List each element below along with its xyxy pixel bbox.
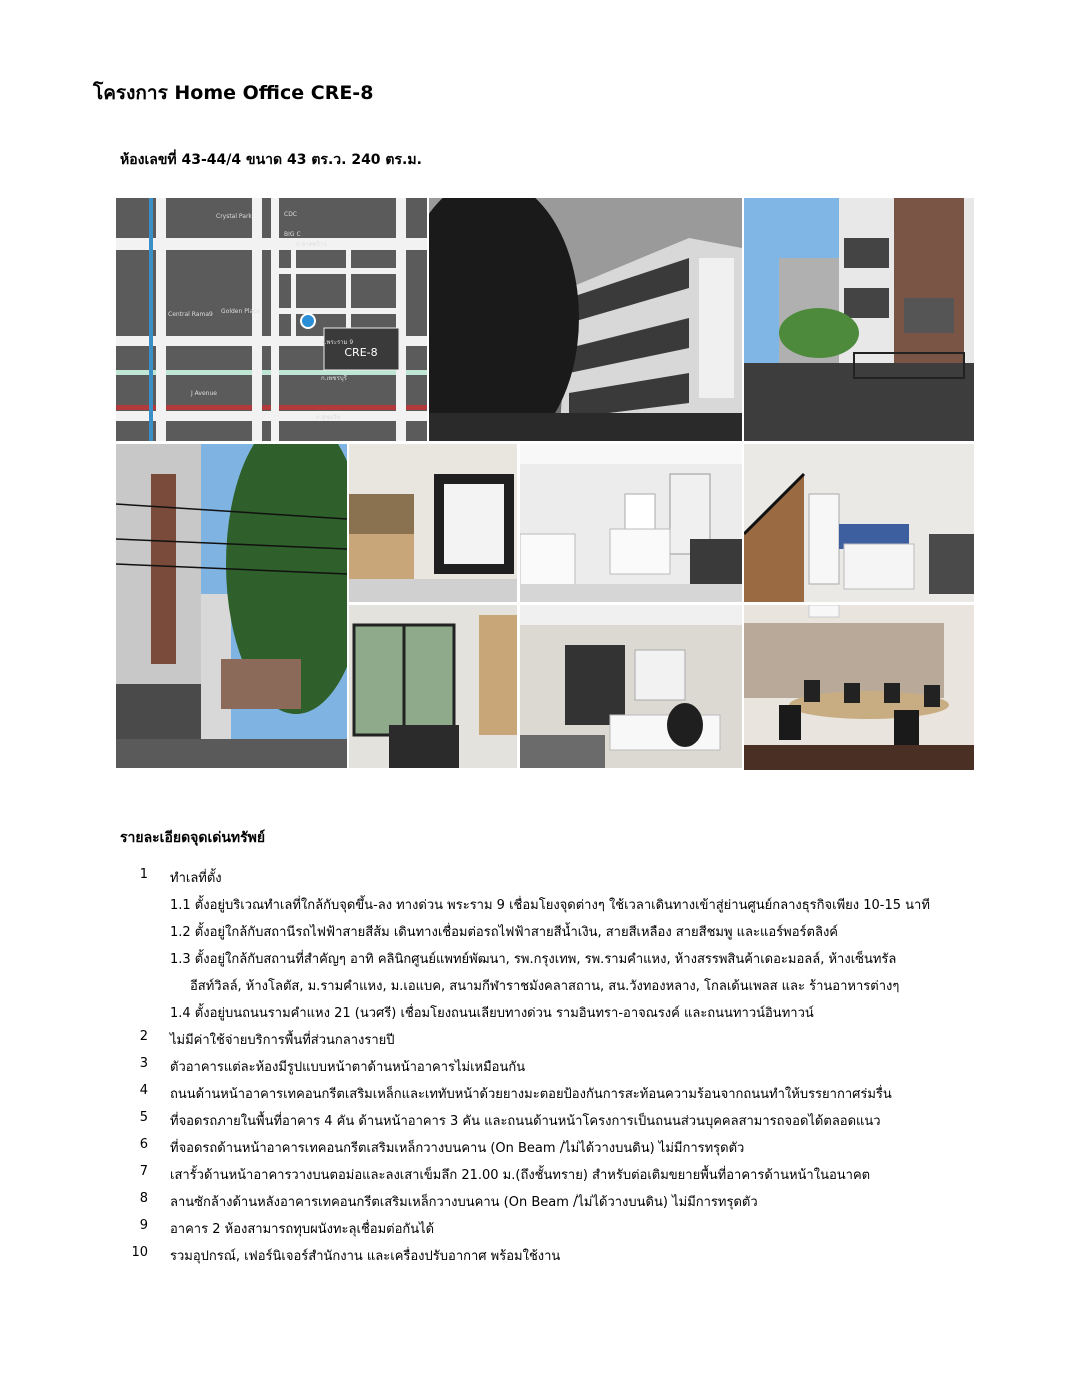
building-exterior-bw-photo (429, 198, 742, 441)
list-item: อีสท์วิลล์, ห้างโลตัส, ม.รามคำแหง, ม.เอแบค, สนามกีฬาราชมังคลาสถาน, สน.วังทองหลาง, โกลเด้นเพลส และ ร้านอาหารต่างๆ (190, 979, 900, 994)
building-street-photo (744, 198, 974, 441)
svg-text:BIG C: BIG C (284, 231, 301, 238)
interior-window-photo (349, 605, 517, 768)
svg-text:Golden Place: Golden Place (221, 308, 261, 315)
interior-stairs-photo (744, 444, 974, 602)
list-item: 1.1 ตั้งอยู่บริเวณทำเลที่ใกล้กับจุดขึ้น-ลง ทางด่วน พระราม 9 เชื่อมโยงจุดต่างๆ ใช้เวลาเดินทางเข้าสู่ย่านศูนย์กลางธุรกิจเพียง 10-15 นาที (170, 898, 930, 913)
list-item: 5 ที่จอดรถภายในพื้นที่อาคาร 4 คัน ด้านหน้าอาคาร 3 คัน และถนนด้านหน้าโครงการเป็นถนนส่วนบุคคลสามารถจอดได้ตลอดแนว (139, 1110, 881, 1129)
map-logo: CRE-8 (344, 346, 378, 359)
meeting-room-photo (744, 605, 974, 770)
list-item: 1.3 ตั้งอยู่ใกล้กับสถานที่สำคัญๆ อาทิ คลินิกศูนย์แพทย์พัฒนา, รพ.กรุงเทพ, รพ.รามคำแหง, ห้างสรรพสินค้าเดอะมอลล์, ห้างเซ็นทรัล (170, 952, 897, 967)
interior-workstation-photo (520, 605, 742, 768)
svg-text:Central Rama9: Central Rama9 (168, 311, 213, 318)
interior-desks-photo (520, 444, 742, 602)
svg-text:J Avenue: J Avenue (191, 390, 217, 397)
list-item: 7 เสารั้วด้านหน้าอาคารวางบนตอม่อและลงเสาเข็มลึก 21.00 ม.(ถึงชั้นทราย) สำหรับต่อเติมขยายพื้นที่อาคารด้านหน้าในอนาคต (139, 1164, 871, 1183)
list-item: 6 ที่จอดรถด้านหน้าอาคารเทคอนกรีตเสริมเหล็กวางบนคาน (On Beam /ไม่ได้วางบนดิน) ไม่มีการทรุดตัว (139, 1137, 745, 1156)
svg-text:ก.เพชรบุรี: ก.เพชรบุรี (321, 375, 347, 382)
list-item: 1.2 ตั้งอยู่ใกล้กับสถานีรถไฟฟ้าสายสีส้ม เดินทางเชื่อมต่อรถไฟฟ้าสายสีน้ำเงิน, สายสีเหลือง สายสีชมพู และแอร์พอร์ตลิงค์ (170, 925, 838, 940)
section-title: รายละเอียดจุดเด่นทรัพย์ (120, 830, 266, 846)
svg-text:ก.ลาดพร้าว: ก.ลาดพร้าว (296, 241, 327, 248)
page-title: โครงการ Home Office CRE-8 (93, 82, 374, 104)
list-item: 4 ถนนด้านหน้าอาคารเทคอนกรีตเสริมเหล็กและเททับหน้าด้วยยางมะตอยป้องกันการสะท้อนความร้อนจากถนนทำให้บรรยากาศร่มรื่น (139, 1083, 892, 1102)
svg-text:ก.สุขุมวิท: ก.สุขุมวิท (316, 414, 341, 421)
svg-text:ก.พระราม 9: ก.พระราม 9 (321, 339, 354, 346)
svg-text:Crystal Park: Crystal Park (216, 213, 252, 220)
list-item: 3 ตัวอาคารแต่ละห้องมีรูปแบบหน้าตาด้านหน้าอาคารไม่เหมือนกัน (139, 1056, 526, 1075)
location-map (116, 198, 427, 441)
interior-shelves-photo (349, 444, 517, 602)
side-street-photo (116, 444, 347, 768)
list-item: 9 อาคาร 2 ห้องสามารถทุบผนังทะลุเชื่อมต่อกันได้ (139, 1218, 435, 1237)
unit-subtitle: ห้องเลขที่ 43-44/4 ขนาด 43 ตร.ว. 240 ตร.ม. (120, 152, 422, 168)
list-item: 10 รวมอุปกรณ์, เฟอร์นิเจอร์สำนักงาน และเครื่องปรับอากาศ พร้อมใช้งาน (131, 1245, 561, 1264)
svg-text:CDC: CDC (284, 211, 297, 218)
list-item: 1.4 ตั้งอยู่บนถนนรามคำแหง 21 (นวศรี) เชื่อมโยงถนนเลียบทางด่วน รามอินทรา-อาจณรงค์ และถนนทาวน์อินทาวน์ (170, 1006, 814, 1021)
list-item: 1 ทำเลที่ตั้ง (139, 867, 222, 886)
list-item: 2 ไม่มีค่าใช้จ่ายบริการพื้นที่ส่วนกลางรายปี (139, 1029, 395, 1048)
list-item: 8 ลานซักล้างด้านหลังอาคารเทคอนกรีตเสริมเหล็กวางบนคาน (On Beam /ไม่ได้วางบนดิน) ไม่มีการทรุดตัว (139, 1191, 758, 1210)
